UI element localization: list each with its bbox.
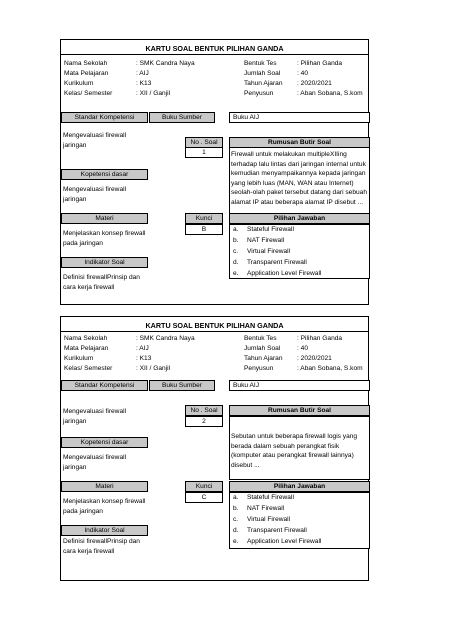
option-e: e. Application Level Firewall xyxy=(233,538,322,545)
kunci-label: Kunci xyxy=(185,481,223,492)
rumusan-butir-soal-text: Sebutan untuk beberapa firewall logis yang berada dalam sebuah perangkat fisik (komputer atau perangkat firewall lainnya) disebut ... xyxy=(231,433,358,469)
option-a: a. Stateful Firewall xyxy=(233,226,294,233)
info-values-right: : Pilihan Ganda : 40 : 2020/2021 : Aban Sobana, S.kom xyxy=(297,335,363,372)
kompetensi-dasar-label: Kopetensi dasar xyxy=(61,437,148,448)
title-divider xyxy=(61,331,368,332)
question-card-2 xyxy=(60,316,369,581)
option-d: d. Transparent Firewall xyxy=(233,527,307,534)
info-values-right: : Pilihan Ganda : 40 : 2020/2021 : Aban Sobana, S.kom xyxy=(297,60,363,97)
option-c: c. Virtual Firewall xyxy=(233,248,291,255)
info-labels-right: Bentuk Tes Jumlah Soal Tahun Ajaran Penyusun xyxy=(244,60,283,97)
no-soal-label: No . Soal xyxy=(185,405,223,416)
info-values-left: : SMK Candra Naya : AIJ : K13 : XII / Ganjil xyxy=(136,335,195,372)
no-soal-value: 2 xyxy=(185,416,223,427)
question-card-1 xyxy=(60,39,369,305)
kunci-value: C xyxy=(185,492,223,503)
card-title: KARTU SOAL BENTUK PILIHAN GANDA xyxy=(145,321,284,330)
indikator-soal-label: Indikator Soal xyxy=(61,257,148,268)
title-divider xyxy=(61,54,368,55)
option-d: d. Transparent Firewall xyxy=(233,259,307,266)
option-b: b. NAT Firewall xyxy=(233,237,285,244)
kunci-label: Kunci xyxy=(185,213,223,224)
no-soal-value: 1 xyxy=(185,147,223,158)
kompetensi-dasar-text: Mengevaluasi firewall jaringan xyxy=(63,186,127,203)
rumusan-butir-soal-label: Rumusan Butir Soal xyxy=(229,137,370,148)
no-soal-label: No . Soal xyxy=(185,137,223,148)
buku-sumber-value: Buku AIJ xyxy=(229,112,370,123)
option-c: c. Virtual Firewall xyxy=(233,516,291,523)
indikator-soal-text: Definisi firewallPrinsip dan cara kerja firewall xyxy=(63,538,140,555)
option-b: b. NAT Firewall xyxy=(233,505,285,512)
indikator-soal-text: Definisi firewallPrinsip dan cara kerja firewall xyxy=(63,274,140,291)
pilihan-jawaban-label: Pilihan Jawaban xyxy=(229,213,370,224)
rumusan-butir-soal-box xyxy=(229,147,370,221)
rumusan-butir-soal-box xyxy=(229,416,370,480)
materi-label: Materi xyxy=(61,481,148,492)
buku-sumber-value: Buku AIJ xyxy=(229,380,370,391)
info-values-left: : SMK Candra Naya : AIJ : K13 : XII / Ganjil xyxy=(136,60,195,97)
info-labels-left: Nama Sekolah Mata Pelajaran Kurikulum Kelas/ Semester xyxy=(64,60,113,97)
standar-kompetensi-label: Standar Kompetensi xyxy=(61,380,148,391)
rumusan-butir-soal-label: Rumusan Butir Soal xyxy=(229,405,370,416)
option-e: e. Application Level Firewall xyxy=(233,270,322,277)
standar-kompetensi-text: Mengevaluasi firewall jaringan xyxy=(63,408,127,425)
buku-sumber-label: Buku Sumber xyxy=(149,112,215,123)
info-labels-left: Nama Sekolah Mata Pelajaran Kurikulum Kelas/ Semester xyxy=(64,335,113,372)
indikator-soal-label: Indikator Soal xyxy=(61,525,148,536)
materi-text: Menjelaskan konsep firewall pada jaringan xyxy=(63,230,146,247)
pilihan-jawaban-box xyxy=(229,224,370,279)
buku-sumber-label: Buku Sumber xyxy=(149,380,215,391)
pilihan-jawaban-label: Pilihan Jawaban xyxy=(229,481,370,492)
standar-kompetensi-label: Standar Kompetensi xyxy=(61,112,148,123)
option-a: a. Stateful Firewall xyxy=(233,494,294,501)
kompetensi-dasar-text: Mengevaluasi firewall jaringan xyxy=(63,454,127,471)
kompetensi-dasar-label: Kopetensi dasar xyxy=(61,169,148,180)
materi-label: Materi xyxy=(61,213,148,224)
pilihan-jawaban-box xyxy=(229,492,370,549)
standar-kompetensi-text: Mengevaluasi firewall jaringan xyxy=(63,132,127,149)
materi-text: Menjelaskan konsep firewall pada jaringan xyxy=(63,498,146,515)
kunci-value: B xyxy=(185,224,223,235)
info-labels-right: Bentuk Tes Jumlah Soal Tahun Ajaran Penyusun xyxy=(244,335,283,372)
card-title: KARTU SOAL BENTUK PILIHAN GANDA xyxy=(145,44,284,53)
rumusan-butir-soal-text: Firewall untuk melakukan multipleXIIing terhadap lalu lintas dari jaringan internal untuk kemudian menyampaikannya kepada jaringan yang lebih luas (MAN, WAN atau Internet) seolah-olah paket tersebut datang dari sebuah alamat IP atau beberapa alamat IP disebut ... xyxy=(231,151,368,206)
